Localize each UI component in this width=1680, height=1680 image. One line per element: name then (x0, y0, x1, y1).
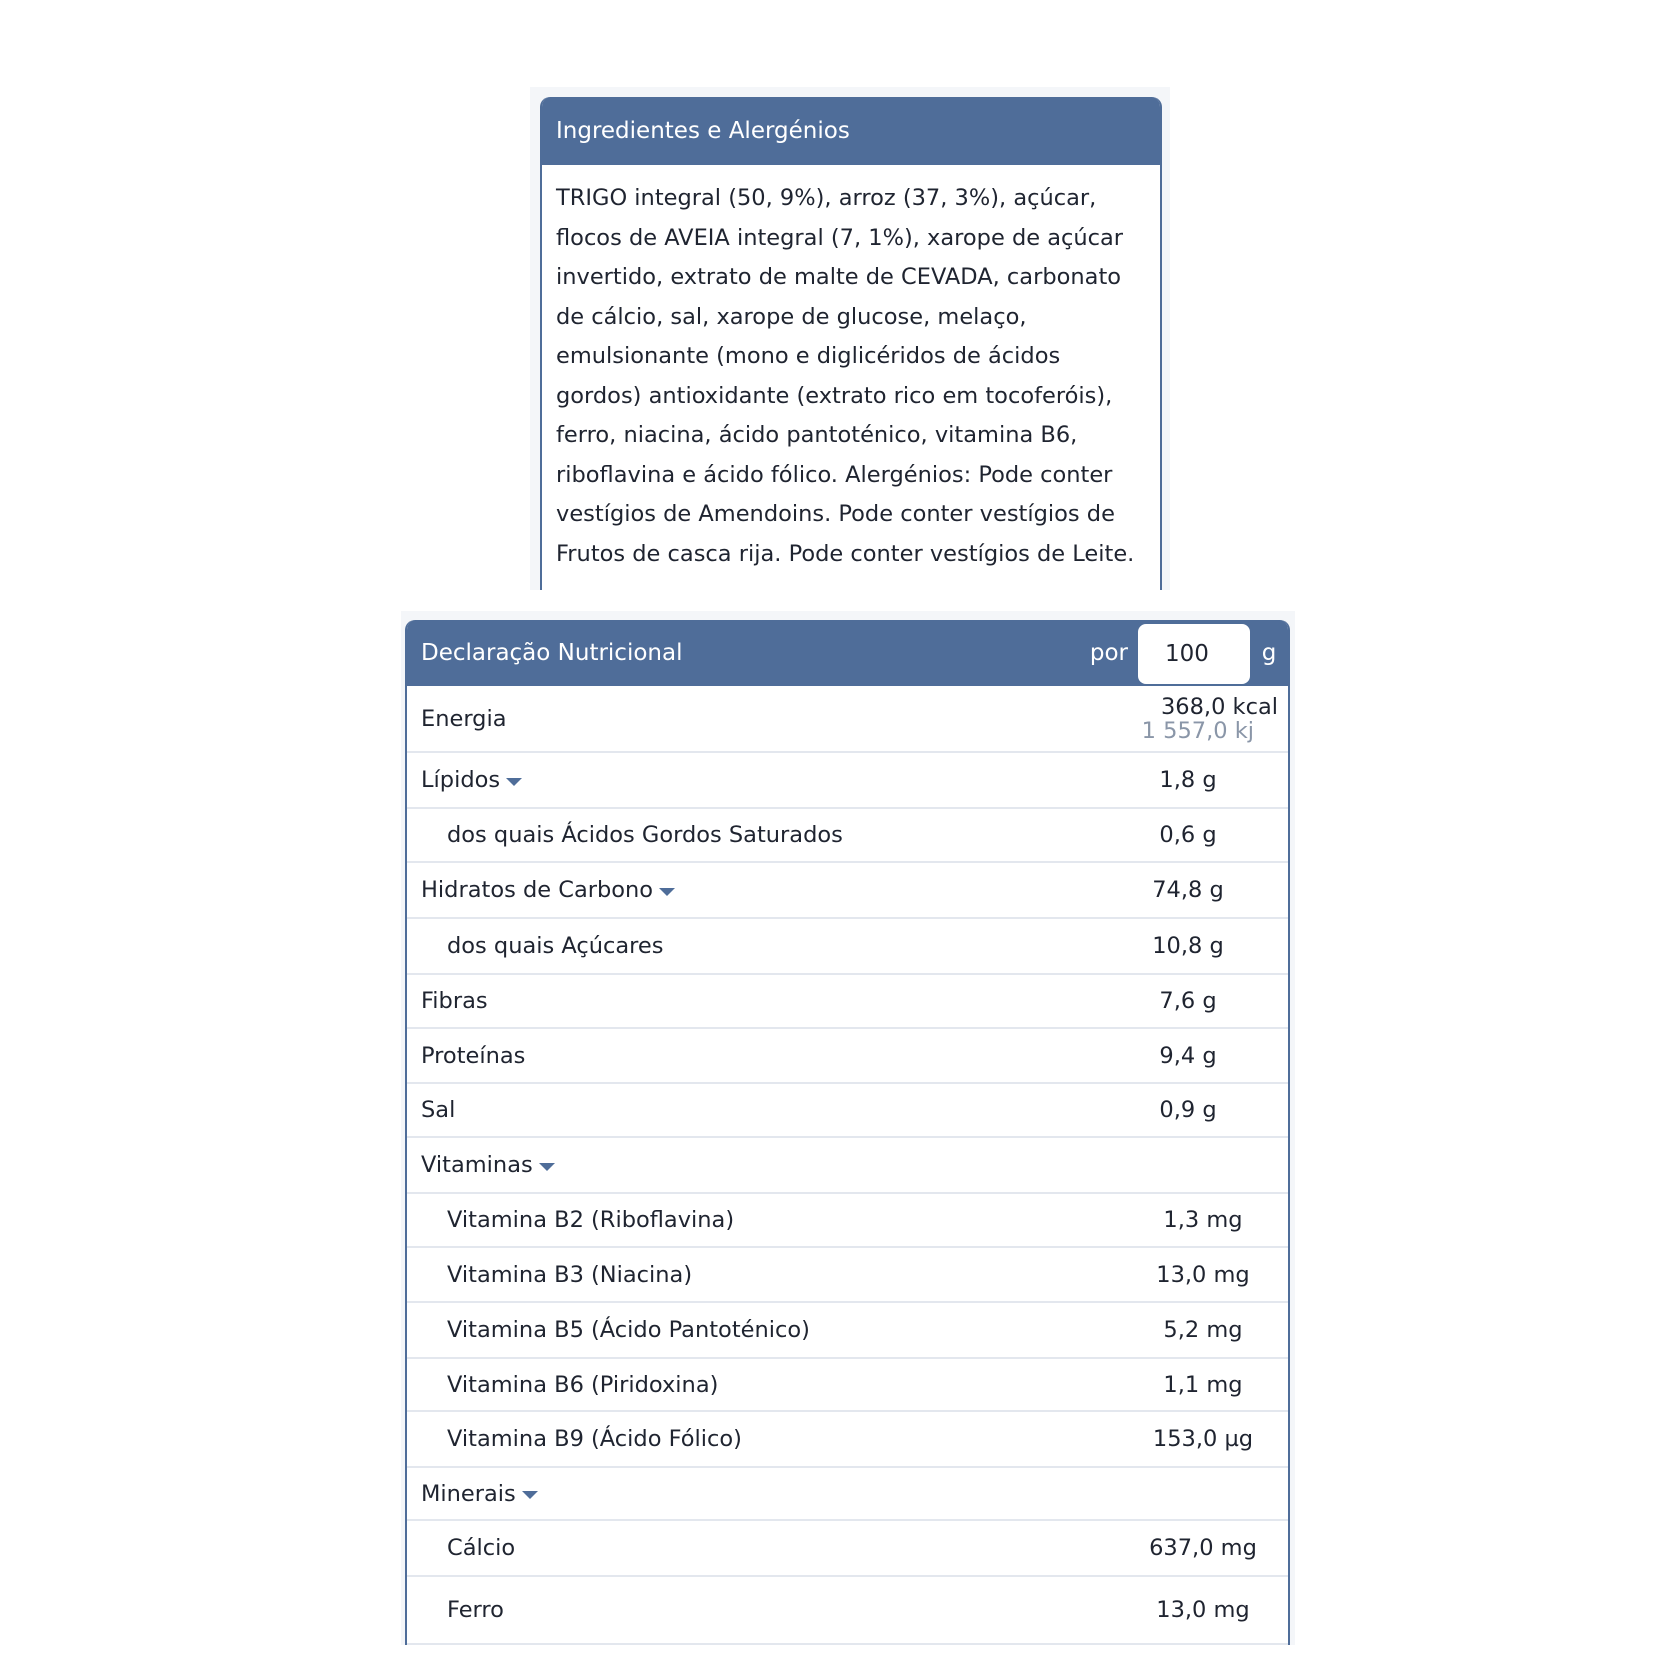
nutrient-label-wrap (407, 1097, 1098, 1123)
caret-down-icon[interactable] (539, 1163, 555, 1171)
caret-down-icon[interactable] (506, 778, 522, 786)
nutrient-label-wrap (407, 1597, 1118, 1623)
nutrient-label: Hidratos de Carbono (421, 877, 654, 903)
nutrient-value: 1,3 mg (1163, 1207, 1243, 1233)
portion-unit: g (1261, 640, 1277, 666)
nutrient-row[interactable] (407, 1468, 1288, 1521)
nutrient-row (407, 1359, 1288, 1412)
ingredients-title: Ingredientes e Alergénios (556, 118, 850, 144)
nutrient-label-wrap (407, 1481, 1098, 1507)
nutrient-row-energy (407, 686, 1288, 753)
ingredients-text: TRIGO integral (50, 9%), arroz (37, 3%), açúcar, flocos de AVEIA integral (7, 1%), xarope de açúcar invertido, extrato de malte de CEVADA, carbonato de cálcio, sal, xarope de glucose, melaço, emulsionante (mono e diglicéridos de ácidos gordos) antioxidante (extrato rico em tocoferóis), ferro, niacina, ácido pantoténico, vitamina B6, riboflavina e ácido fólico. Alergénios: Pode conter vestígios de Amendoins. Pode conter vestígios de Frutos de casca rija. Pode conter vestígios de Leite. (556, 185, 1135, 567)
nutrient-label: Vitamina B9 (Ácido Fólico) (447, 1426, 742, 1452)
nutrient-row (407, 1248, 1288, 1303)
nutrient-label-wrap (407, 822, 1098, 848)
nutrient-row (407, 1194, 1288, 1248)
nutrient-value: 5,2 mg (1163, 1317, 1243, 1343)
nutrient-value: 13,0 mg (1156, 1597, 1250, 1623)
nutrient-label-wrap (407, 767, 1098, 793)
nutrient-label-wrap (407, 1207, 1118, 1233)
nutrient-label: Energia (421, 705, 507, 732)
nutrient-label: Fibras (421, 988, 488, 1014)
nutrient-label: Vitamina B5 (Ácido Pantoténico) (447, 1317, 810, 1343)
nutrient-label: dos quais Açúcares (447, 933, 664, 959)
nutrient-rows (407, 753, 1288, 1645)
nutrient-row (407, 1412, 1288, 1468)
nutrient-row (407, 919, 1288, 975)
nutrient-value: 1,1 mg (1163, 1371, 1243, 1398)
nutrient-label: Vitamina B3 (Niacina) (447, 1261, 693, 1288)
caret-down-icon[interactable] (522, 1491, 538, 1499)
nutrient-label-wrap (407, 933, 1098, 959)
nutrient-row (407, 1303, 1288, 1359)
nutrition-header (407, 620, 1288, 686)
per-label: por (1089, 640, 1128, 666)
nutrient-row[interactable] (407, 1138, 1288, 1194)
nutrient-label: Minerais (421, 1480, 516, 1507)
nutrient-label-wrap (407, 1426, 1118, 1452)
nutrient-label: Proteínas (421, 1042, 526, 1069)
nutrient-label: Vitamina B2 (Riboflavina) (447, 1207, 735, 1233)
caret-down-icon[interactable] (659, 888, 675, 896)
nutrient-value: 1,8 g (1159, 767, 1217, 793)
nutrient-label-wrap (407, 1317, 1118, 1343)
nutrient-label-wrap (407, 877, 1098, 903)
nutrient-row[interactable] (407, 863, 1288, 919)
nutrient-label-wrap (407, 1262, 1118, 1288)
energy-kcal: 368,0 kcal (1160, 693, 1278, 720)
nutrient-row (407, 1029, 1288, 1084)
nutrient-value: 9,4 g (1159, 1042, 1217, 1069)
nutrient-label: Vitaminas (421, 1152, 533, 1178)
nutrient-value: 0,6 g (1159, 822, 1217, 848)
nutrient-label: Lípidos (421, 767, 501, 793)
portion-input[interactable] (1138, 624, 1250, 684)
nutrient-value: 74,8 g (1152, 877, 1224, 903)
nutrient-label: Cálcio (447, 1535, 516, 1561)
nutrient-label: Vitamina B6 (Piridoxina) (447, 1371, 719, 1398)
nutrient-label-wrap (407, 1535, 1118, 1561)
nutrient-label-wrap (407, 1372, 1118, 1398)
nutrient-row (407, 975, 1288, 1029)
nutrient-row (407, 1521, 1288, 1577)
nutrient-label-wrap (407, 1043, 1098, 1069)
nutrient-label: Sal (421, 1097, 456, 1123)
nutrition-title: Declaração Nutricional (421, 640, 683, 666)
ingredients-header (542, 97, 1160, 165)
nutrient-value: 0,9 g (1159, 1097, 1217, 1123)
nutrient-row (407, 809, 1288, 863)
nutrient-value: 7,6 g (1159, 988, 1217, 1014)
nutrient-label: dos quais Ácidos Gordos Saturados (447, 822, 843, 848)
nutrient-label-wrap (407, 988, 1098, 1014)
energy-value (1098, 695, 1288, 743)
nutrient-value: 153,0 µg (1152, 1426, 1254, 1452)
nutrient-value: 13,0 mg (1156, 1261, 1250, 1288)
nutrient-value: 10,8 g (1152, 933, 1224, 959)
nutrient-row[interactable] (407, 753, 1288, 809)
nutrient-row (407, 1084, 1288, 1138)
energy-kj: 1 557,0 kj (1141, 717, 1254, 744)
nutrient-value: 637,0 mg (1149, 1535, 1257, 1561)
nutrient-row (407, 1577, 1288, 1645)
nutrient-label: Ferro (447, 1597, 504, 1623)
nutrient-label-wrap (407, 1152, 1098, 1178)
ingredients-card (540, 97, 1162, 590)
nutrition-card (405, 620, 1290, 1645)
